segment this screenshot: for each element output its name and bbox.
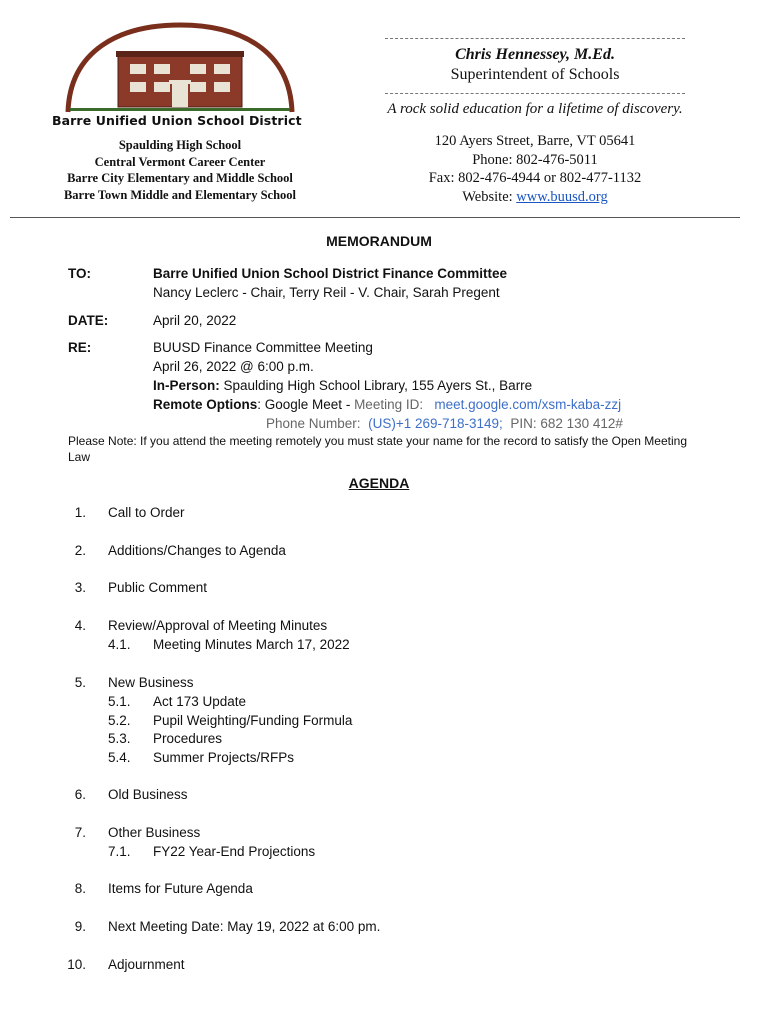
website-label: Website:: [462, 188, 517, 205]
in-person-line: [153, 376, 623, 395]
address: 120 Ayers Street, Barre, VT 05641: [434, 133, 636, 149]
district-name: Barre Unified Union School District: [52, 113, 302, 128]
re-meeting: BUUSD Finance Committee Meeting: [153, 340, 373, 355]
agenda-num: 5.: [74, 675, 86, 690]
re-datetime: April 26, 2022 @ 6:00 p.m.: [153, 359, 314, 374]
agenda-subitem: Procedures: [153, 731, 223, 746]
agenda-num: 6.: [74, 787, 86, 802]
agenda-subitem: FY22 Year-End Projections: [153, 844, 316, 859]
agenda-item: New Business: [108, 675, 194, 690]
phone: Phone: 802-476-5011: [472, 151, 598, 168]
phone-number[interactable]: (US)+1 269-718-3149;: [368, 416, 503, 431]
agenda-item: Public Comment: [108, 580, 208, 595]
agenda-subitem: Act 173 Update: [153, 694, 247, 709]
header-divider: [10, 217, 740, 218]
agenda-title: AGENDA: [348, 475, 410, 491]
meeting-id-label: Meeting ID:: [354, 397, 424, 412]
agenda-subnum: 7.1.: [108, 844, 131, 859]
agenda-item: Next Meeting Date: May 19, 2022 at 6:00 pm.: [108, 919, 381, 934]
remote-line: [153, 395, 623, 414]
remote-label: Remote Options: [153, 397, 258, 412]
in-person-location: Spaulding High School Library, 155 Ayers St., Barre: [219, 378, 533, 393]
school-list: [40, 137, 320, 203]
agenda-subnum: 4.1.: [108, 637, 131, 652]
school-item: Central Vermont Career Center: [94, 154, 266, 169]
agenda-item: Adjournment: [108, 957, 185, 972]
meeting-link[interactable]: meet.google.com/xsm-kaba-zzj: [434, 397, 622, 412]
website-line: [385, 188, 685, 207]
agenda-subnum: 5.3.: [108, 731, 131, 746]
agenda-item: Review/Approval of Meeting Minutes: [108, 618, 328, 633]
school-item: Barre City Elementary and Middle School: [67, 171, 293, 185]
phone-line: [153, 414, 623, 433]
agenda-item: Items for Future Agenda: [108, 881, 253, 896]
agenda-num: 2.: [74, 543, 86, 558]
agenda-item: Other Business: [108, 825, 201, 840]
agenda-subitem: Summer Projects/RFPs: [153, 750, 295, 765]
phone-label: Phone Number:: [266, 416, 361, 431]
agenda-subnum: 5.2.: [108, 713, 131, 728]
re-value: [153, 338, 623, 433]
agenda-num: 9.: [74, 919, 86, 934]
agenda-subitem: Meeting Minutes March 17, 2022: [153, 637, 350, 652]
to-committee: Barre Unified Union School District Finance Committee: [153, 266, 508, 281]
agenda-subnum: 5.4.: [108, 750, 131, 765]
agenda-num: 7.: [74, 825, 86, 840]
superintendent-title: Superintendent of Schools: [450, 66, 620, 83]
agenda-item: Call to Order: [108, 505, 185, 520]
to-members: Nancy Leclerc - Chair, Terry Reil - V. Chair, Sarah Pregent: [153, 285, 500, 300]
agenda-num: 3.: [74, 580, 86, 595]
agenda-subitem: Pupil Weighting/Funding Formula: [153, 713, 353, 728]
website-link[interactable]: www.buusd.org: [516, 188, 608, 205]
to-label: TO:: [68, 266, 91, 281]
divider: [385, 93, 685, 94]
agenda-num: 8.: [74, 881, 86, 896]
remote-note: Please Note: If you attend the meeting remotely you must state your name for the record to satisfy the Open Meeting Law: [68, 434, 687, 464]
to-value: [153, 264, 507, 302]
agenda-num: 1.: [74, 505, 86, 520]
memo-title: MEMORANDUM: [326, 233, 432, 249]
pin: PIN: 682 130 412#: [510, 416, 623, 431]
motto: A rock solid education for a lifetime of discovery.: [387, 101, 683, 117]
agenda-subnum: 5.1.: [108, 694, 131, 709]
agenda-num: 4.: [74, 618, 86, 633]
fax: Fax: 802-476-4944 or 802-477-1132: [428, 170, 642, 186]
re-label: RE:: [68, 340, 92, 355]
agenda-item: Additions/Changes to Agenda: [108, 543, 286, 558]
agenda-num: 10.: [67, 957, 86, 972]
school-item: Barre Town Middle and Elementary School: [63, 187, 297, 202]
date-label: DATE:: [68, 313, 109, 328]
date-value: April 20, 2022: [153, 313, 237, 328]
remote-text: : Google Meet -: [257, 397, 355, 412]
agenda-item: Old Business: [108, 787, 188, 802]
superintendent-block: [385, 38, 685, 119]
divider: [385, 38, 685, 39]
in-person-label: In-Person:: [153, 378, 220, 393]
school-item: Spaulding High School: [118, 138, 242, 152]
contact-block: [385, 132, 685, 206]
superintendent-name: Chris Hennessey, M.Ed.: [455, 46, 615, 63]
